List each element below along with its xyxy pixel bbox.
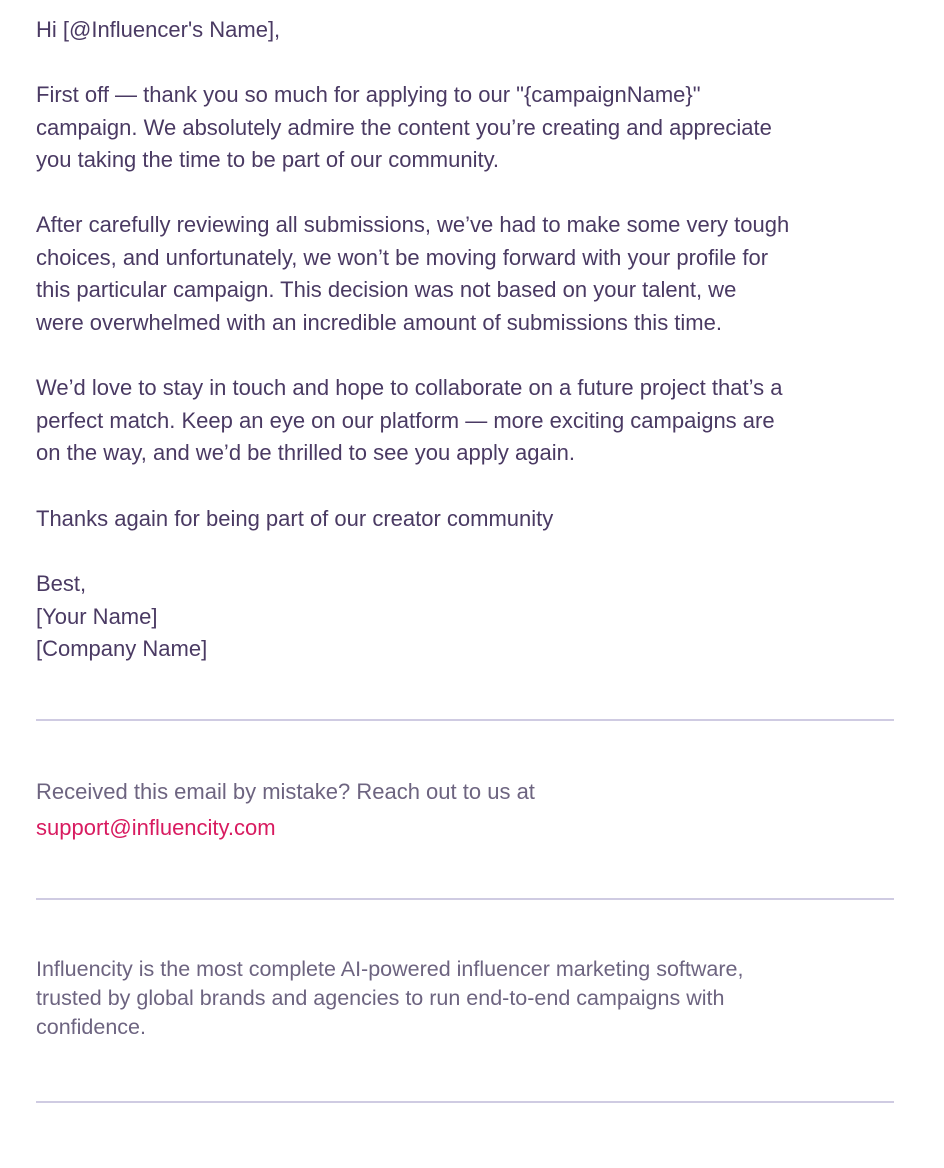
paragraph-line: this particular campaign. This decision was not based on your talent, we: [36, 277, 737, 303]
divider: [36, 719, 894, 721]
company-about: [36, 955, 894, 1042]
paragraph-line: you taking the time to be part of our community.: [36, 147, 500, 173]
paragraph-stay-in-touch: [36, 372, 894, 470]
paragraph-line: perfect match. Keep an eye on our platform — more exciting campaigns are: [36, 407, 775, 433]
paragraph-decision: [36, 209, 894, 339]
support-email-link[interactable]: support@influencity.com: [36, 815, 276, 840]
greeting: Hi [@Influencer's Name],: [36, 17, 281, 42]
paragraph-line: First off — thank you so much for applying to our "{campaignName}": [36, 82, 701, 107]
signature-company: [Company Name]: [36, 636, 208, 662]
paragraph-line: After carefully reviewing all submissions, we’ve had to make some very tough: [36, 212, 790, 237]
about-line: Influencity is the most complete AI-powered influencer marketing software,: [36, 957, 744, 981]
divider: [36, 1101, 894, 1103]
signature-name: [Your Name]: [36, 603, 158, 629]
signature-closing: Best,: [36, 571, 87, 596]
paragraph-line: were overwhelmed with an incredible amount of submissions this time.: [36, 309, 722, 335]
about-line: confidence.: [36, 1015, 146, 1039]
paragraph-thanks: Thanks again for being part of our creator community: [36, 506, 554, 531]
divider: [36, 898, 894, 900]
paragraph-line: campaign. We absolutely admire the content you’re creating and appreciate: [36, 114, 772, 140]
mistake-notice: [36, 774, 894, 846]
paragraph-line: on the way, and we’d be thrilled to see you apply again.: [36, 440, 575, 466]
mistake-text: Received this email by mistake? Reach out to us at: [36, 779, 535, 804]
paragraph-line: We’d love to stay in touch and hope to collaborate on a future project that’s a: [36, 375, 783, 400]
signature-block: [36, 568, 894, 666]
about-line: trusted by global brands and agencies to run end-to-end campaigns with: [36, 986, 725, 1010]
paragraph-line: choices, and unfortunately, we won’t be moving forward with your profile for: [36, 244, 769, 270]
paragraph-thank-you: [36, 79, 894, 177]
